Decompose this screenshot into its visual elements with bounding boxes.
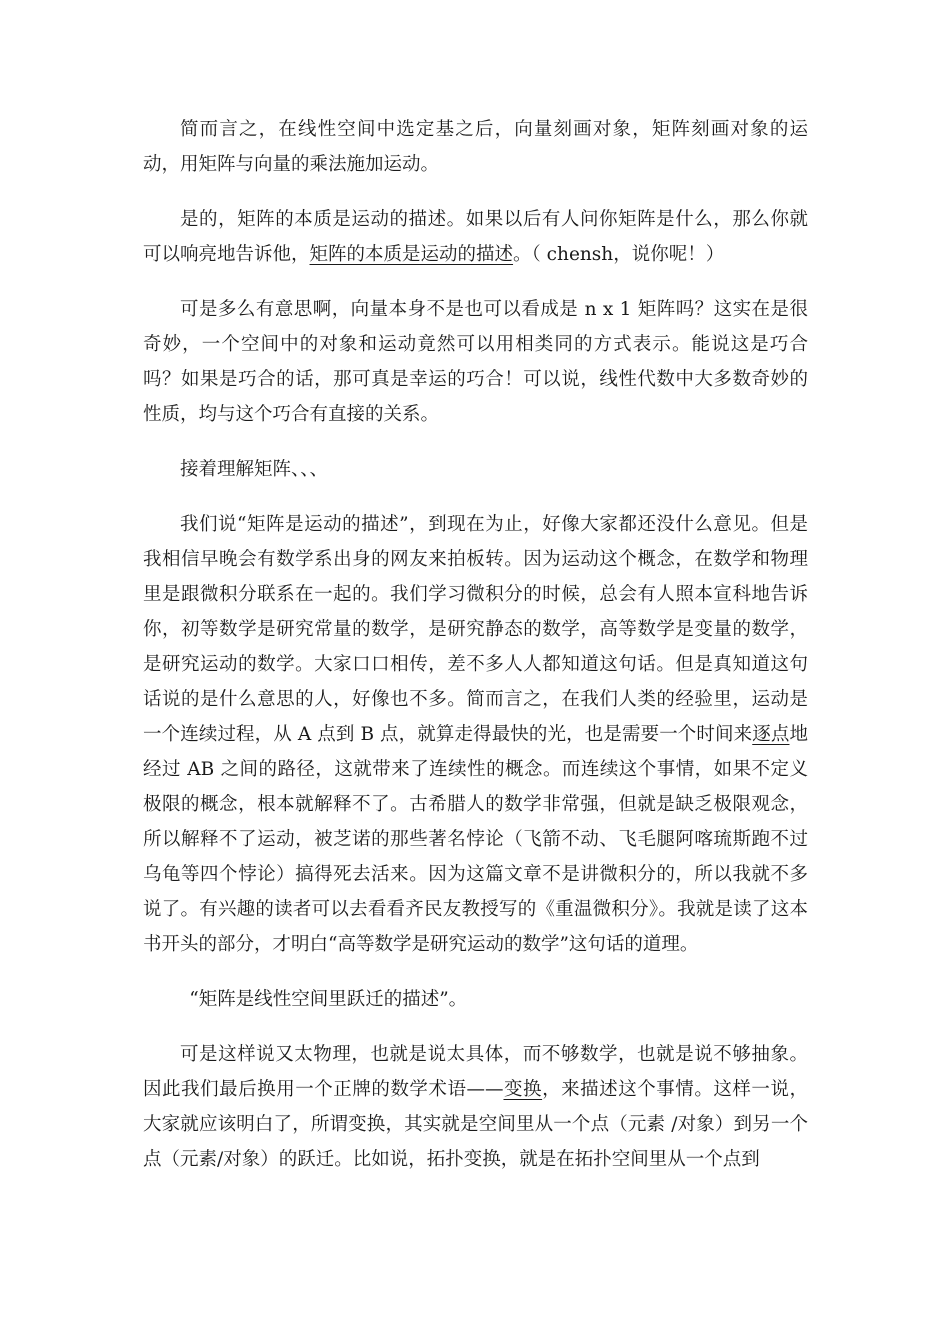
paragraph-text: 是的，矩阵的本质是运动的描述。如果以后有人问你矩阵是什么，那么你就可以响亮地告诉他， — [143, 209, 808, 265]
paragraph-transition-quote: “矩阵是线性空间里跃迁的描述”。 — [189, 989, 468, 1010]
paragraph-transformation — [143, 1037, 808, 1177]
paragraph-text: 。（ chensh，说你呢！） — [513, 244, 725, 265]
paragraph-text: 可是这样说又太物理，也就是说太具体，而不够数学，也就是说不够抽象。因此我们最后换用一个正牌的数学术语—— — [143, 1044, 808, 1100]
document-body — [143, 112, 808, 1197]
paragraph-text: 我们说“矩阵是运动的描述”，到现在为止，好像大家都还没什么意见。但是我相信早晚会有数学系出身的网友来拍板转。因为运动这个概念，在数学和物理里是跟微积分联系在一起的。我们学习微积分的时候，总会有人照本宣科地告诉你，初等数学是研究常量的数学，是研究静态的数学，高等数学是变量的数学，是研究运动的数学。大家口口相传，差不多人人都知道这句话。但是真知道这句话说的是什么意思的人，好像也不多。简而言之，在我们人类的经验里，运动是一个连续过程，从 A 点到 B 点，就算走得最快的光，也是需要一个时间来 — [143, 514, 808, 745]
paragraph-summary: 简而言之，在线性空间中选定基之后，向量刻画对象，矩阵刻画对象的运动，用矩阵与向量的乘法施加运动。 — [143, 119, 808, 175]
underlined-word: 逐点 — [752, 724, 790, 745]
underlined-term: 变换 — [503, 1079, 543, 1100]
paragraph-motion-calculus — [143, 507, 808, 962]
underlined-phrase: 矩阵的本质是运动的描述 — [309, 244, 514, 265]
paragraph-vector-coincidence: 可是多么有意思啊，向量本身不是也可以看成是 n x 1 矩阵吗？这实在是很奇妙，一个空间中的对象和运动竟然可以用相类同的方式表示。能说这是巧合吗？如果是巧合的话，那可真是幸运的巧合！可以说，线性代数中大多数奇妙的性质，均与这个巧合有直接的关系。 — [143, 299, 808, 425]
paragraph-matrix-essence — [143, 202, 808, 272]
paragraph-next-heading: 接着理解矩阵、、、 — [180, 459, 329, 480]
paragraph-text: ，来描述这个事情。这样一说，大家就应该明白了，所谓变换，其实就是空间里从一个点（元素 /对象）到另一个点（元素/对象）的跃迁。比如说，拓扑变换，就是在拓扑空间里从一个点到 — [143, 1079, 808, 1170]
paragraph-text: 地经过 AB 之间的路径，这就带来了连续性的概念。而连续这个事情，如果不定义极限的概念，根本就解释不了。古希腊人的数学非常强，但就是缺乏极限观念，所以解释不了运动，被芝诺的那些著名悖论（飞箭不动、飞毛腿阿喀琉斯跑不过乌龟等四个悖论）搞得死去活来。因为这篇文章不是讲微积分的，所以我就不多说了。有兴趣的读者可以去看看齐民友教授写的《重温微积分》。我就是读了这本书开头的部分，才明白“高等数学是研究运动的数学”这句话的道理。 — [143, 724, 808, 955]
